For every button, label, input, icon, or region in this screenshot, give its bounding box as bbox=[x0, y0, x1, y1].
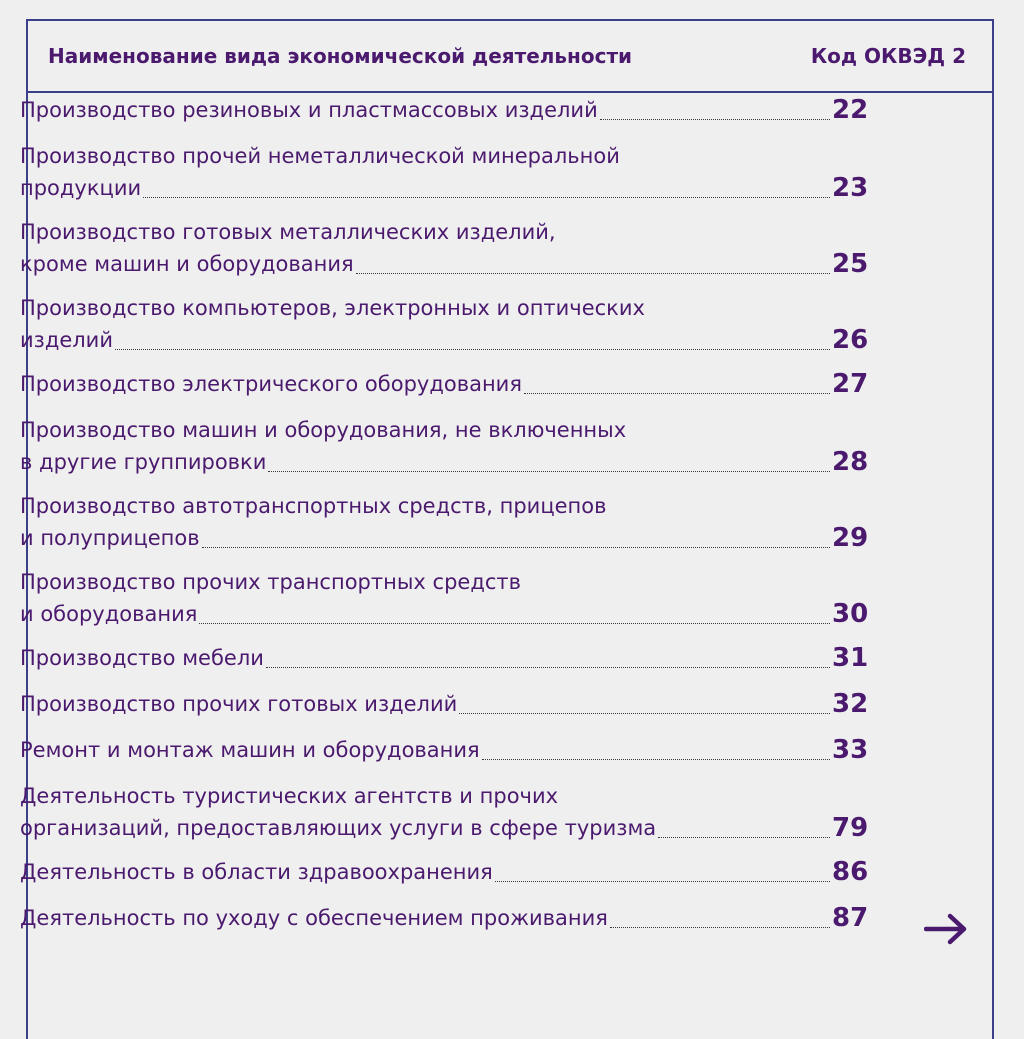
activity-name-line: Производство электрического оборудования bbox=[20, 372, 522, 396]
activity-name-last-line bbox=[20, 812, 832, 844]
list-item bbox=[20, 780, 872, 844]
okved-code: 26 bbox=[832, 325, 869, 355]
activity-name bbox=[20, 688, 872, 720]
activity-name bbox=[20, 780, 872, 844]
activity-name-last-line bbox=[20, 642, 832, 674]
dot-leader bbox=[266, 666, 830, 668]
list-item bbox=[20, 368, 872, 400]
okved-code: 29 bbox=[832, 523, 869, 553]
activity-name-last-line bbox=[20, 734, 832, 766]
activity-name-line: кроме машин и оборудования bbox=[20, 252, 354, 276]
activity-name-last-line bbox=[20, 368, 832, 400]
activity-name-line: и полуприцепов bbox=[20, 526, 200, 550]
okved-code: 87 bbox=[832, 903, 869, 933]
okved-code: 30 bbox=[832, 599, 869, 629]
dot-leader bbox=[495, 880, 830, 882]
activity-name-line: продукции bbox=[20, 176, 142, 200]
activity-name-line: Деятельность туристических агентств и прочих bbox=[20, 784, 559, 808]
list-item bbox=[20, 490, 872, 554]
activity-name-line: и оборудования bbox=[20, 602, 198, 626]
okved-code: 28 bbox=[832, 447, 869, 477]
dot-leader bbox=[115, 348, 830, 350]
activity-name bbox=[20, 856, 872, 888]
okved-code: 33 bbox=[832, 735, 869, 765]
activity-name bbox=[20, 566, 872, 630]
activity-name bbox=[20, 216, 872, 280]
activity-name-last-line bbox=[20, 902, 832, 934]
okved-code: 25 bbox=[832, 249, 869, 279]
dot-leader bbox=[600, 118, 830, 120]
list-item bbox=[20, 566, 872, 630]
dot-leader bbox=[199, 622, 830, 624]
okved-code: 79 bbox=[832, 813, 869, 843]
okved-code: 32 bbox=[832, 689, 869, 719]
activity-name-last-line bbox=[20, 248, 832, 280]
activity-name-line: Деятельность по уходу с обеспечением проживания bbox=[20, 906, 608, 930]
list-item bbox=[20, 902, 872, 934]
table-header bbox=[28, 21, 992, 93]
activity-name-last-line bbox=[20, 94, 832, 126]
activity-name-line: Производство прочих транспортных средств bbox=[20, 570, 522, 594]
activity-name-line: изделий bbox=[20, 328, 113, 352]
okved-code: 86 bbox=[832, 857, 869, 887]
activity-name-line: Ремонт и монтаж машин и оборудования bbox=[20, 738, 480, 762]
list-item bbox=[20, 292, 872, 356]
arrow-right-icon[interactable] bbox=[924, 912, 970, 950]
activity-list bbox=[20, 94, 872, 934]
dot-leader bbox=[356, 272, 830, 274]
activity-name-line: Производство компьютеров, электронных и оптических bbox=[20, 296, 645, 320]
okved-code: 31 bbox=[832, 643, 869, 673]
activity-name-last-line bbox=[20, 688, 832, 720]
activity-name bbox=[20, 902, 872, 934]
activity-name-line: Производство прочих готовых изделий bbox=[20, 692, 458, 716]
activity-name bbox=[20, 414, 872, 478]
dot-leader bbox=[610, 926, 830, 928]
activity-name-last-line bbox=[20, 522, 832, 554]
activity-name-last-line bbox=[20, 446, 832, 478]
activity-name-line: Производство автотранспортных средств, прицепов bbox=[20, 494, 607, 518]
dot-leader bbox=[143, 196, 830, 198]
header-name-column: Наименование вида экономической деятельности bbox=[48, 44, 633, 68]
list-item bbox=[20, 414, 872, 478]
activity-name bbox=[20, 140, 872, 204]
activity-name-last-line bbox=[20, 324, 832, 356]
activity-name bbox=[20, 642, 872, 674]
list-item bbox=[20, 642, 872, 674]
dot-leader bbox=[524, 392, 830, 394]
activity-name-line: в другие группировки bbox=[20, 450, 267, 474]
activity-name-last-line bbox=[20, 856, 832, 888]
dot-leader bbox=[268, 470, 830, 472]
activity-name bbox=[20, 490, 872, 554]
activity-name-line: Деятельность в области здравоохранения bbox=[20, 860, 493, 884]
list-item bbox=[20, 856, 872, 888]
activity-name bbox=[20, 292, 872, 356]
activity-name bbox=[20, 368, 872, 400]
okved-code: 27 bbox=[832, 369, 869, 399]
activity-name-line: Производство машин и оборудования, не включенных bbox=[20, 418, 627, 442]
activity-name-line: Производство прочей неметаллической минеральной bbox=[20, 144, 620, 168]
list-item bbox=[20, 688, 872, 720]
dot-leader bbox=[202, 546, 830, 548]
activity-name-last-line bbox=[20, 598, 832, 630]
header-code-column: Код ОКВЭД 2 bbox=[810, 44, 966, 68]
dot-leader bbox=[459, 712, 830, 714]
activity-name-line: Производство готовых металлических изделий, bbox=[20, 220, 556, 244]
list-item bbox=[20, 734, 872, 766]
list-item bbox=[20, 216, 872, 280]
list-item bbox=[20, 94, 872, 126]
activity-name bbox=[20, 94, 872, 126]
okved-code: 23 bbox=[832, 173, 869, 203]
activity-name-line: Производство резиновых и пластмассовых изделий bbox=[20, 98, 598, 122]
dot-leader bbox=[482, 758, 830, 760]
activity-name-line: организаций, предоставляющих услуги в сфере туризма bbox=[20, 816, 657, 840]
dot-leader bbox=[658, 836, 830, 838]
activity-name bbox=[20, 734, 872, 766]
list-item bbox=[20, 140, 872, 204]
activity-name-last-line bbox=[20, 172, 832, 204]
activity-name-line: Производство мебели bbox=[20, 646, 264, 670]
okved-code: 22 bbox=[832, 95, 869, 125]
